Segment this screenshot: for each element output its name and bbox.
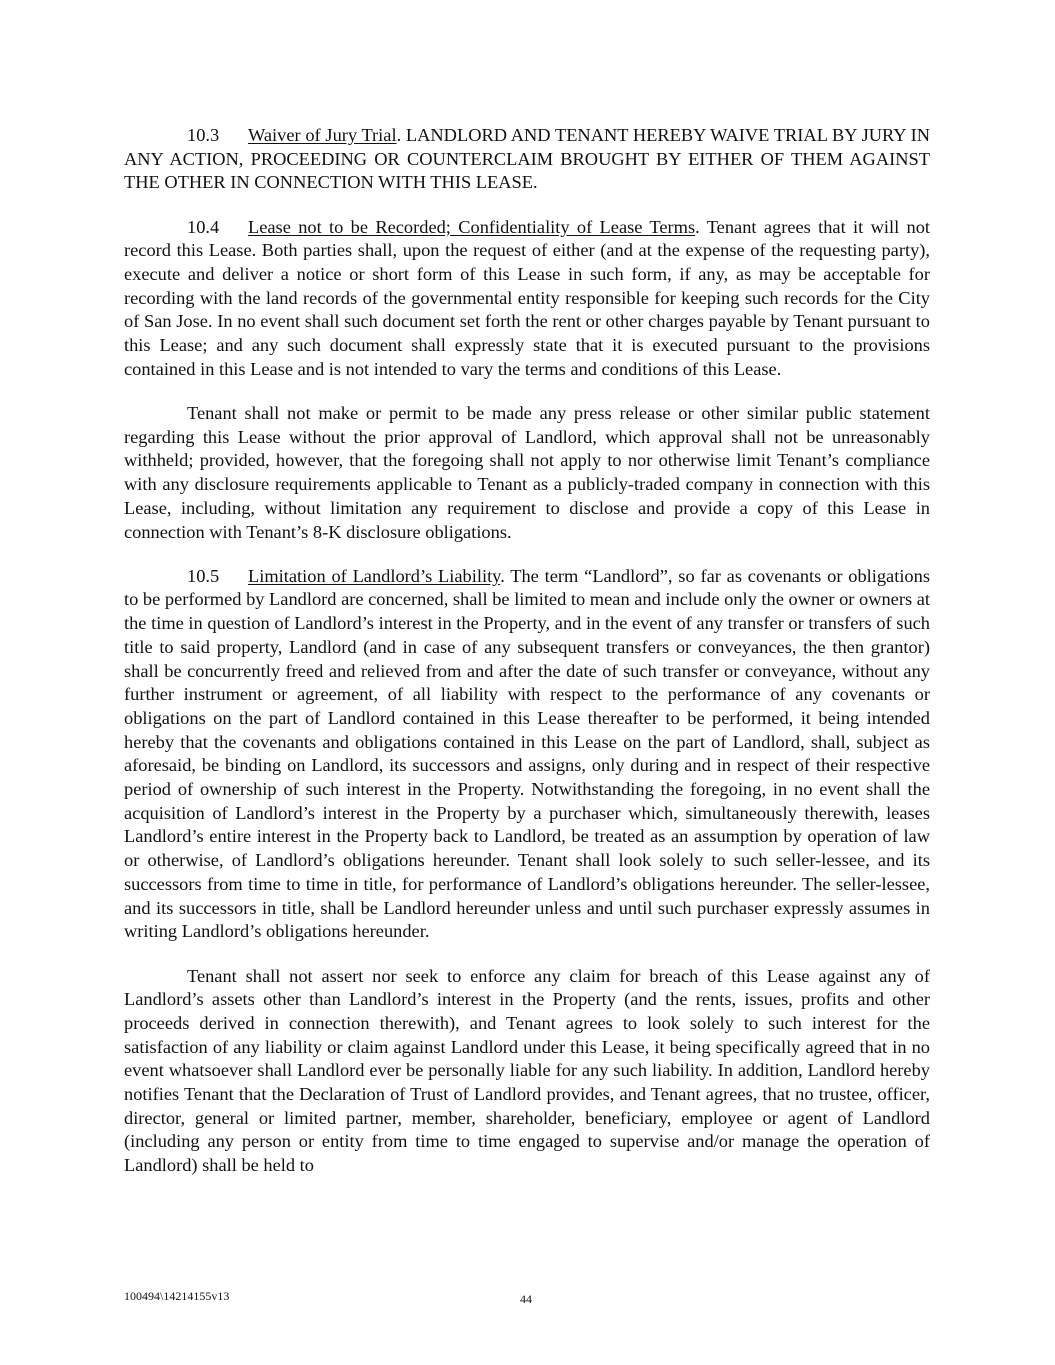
section-number: 10.3 — [187, 125, 220, 145]
section-heading: Limitation of Landlord’s Liability — [248, 565, 501, 586]
section-text: . Tenant agrees that it will not record this Lease. Both parties shall, upon the request of either (and at the expense of the requesting party), execute and deliver a notice or short form of this Lease in such form, if any, as may be acceptable for recording with the land records of the governmental entity responsible for keeping such records for the City of San Jose. In no event shall such document set forth the rent or other charges payable by Tenant pursuant to this Lease; and any such document shall expressly state that it is executed pursuant to the provisions contained in this Lease and is not intended to vary the terms and conditions of this Lease. — [124, 216, 931, 379]
section-number: 10.5 — [187, 565, 220, 586]
section-text: . LANDLORD AND TENANT HEREBY WAIVE TRIAL BY JURY IN ANY ACTION, PROCEEDING OR COUNTERCLAIM BROUGHT BY EITHER OF THEM AGAINST THE OTHER IN CONNECTION WITH THIS LEASE. — [124, 125, 930, 193]
section-10-5-paragraph-2: Tenant shall not assert nor seek to enforce any claim for breach of this Lease against any of Landlord’s assets other than Landlord’s interest in the Property (and the rents, issues, profits and other proceeds derived in connection therewith), and Tenant agrees to look solely to such interest for the satisfaction of any liability or claim against Landlord under this Lease, it being specifically agreed that in no event whatsoever shall Landlord ever be personally liable for any such liability. In addition, Landlord hereby notifies Tenant that the Declaration of Trust of Landlord provides, and Tenant agrees, that no trustee, officer, director, general or limited partner, member, shareholder, beneficiary, employee or agent of Landlord (including any person or entity from time to time engaged to supervise and/or manage the operation of Landlord) shall be held to — [124, 965, 930, 1176]
page-number: 44 — [520, 1292, 532, 1306]
document-id: 100494\14214155v13 — [124, 1289, 230, 1303]
section-10-3-paragraph — [124, 124, 930, 195]
section-10-5-paragraph — [124, 565, 930, 944]
document-body — [124, 124, 930, 1198]
section-text: . The term “Landlord”, so far as covenants or obligations to be performed by Landlord are concerned, shall be limited to mean and include only the owner or owners at the time in question of Landlord’s interest in the Property, and in the event of any transfer or transfers of such title to said property, Landlord (and in case of any subsequent transfers or conveyances, the then grantor) shall be concurrently freed and relieved from and after the date of such transfer or conveyance, without any further instrument or agreement, of all liability with respect to the performance of any covenants or obligations on the part of Landlord contained in this Lease thereafter to be performed, it being intended hereby that the covenants and obligations contained in this Lease on the part of Landlord, shall, subject as aforesaid, be binding on Landlord, its successors and assigns, only during and in respect of their respective period of ownership of such interest in the Property. Notwithstanding the foregoing, in no event shall the acquisition of Landlord’s interest in the Property by a purchaser which, simultaneously therewith, leases Landlord’s entire interest in the Property back to Landlord, be treated as an assumption by operation of law or otherwise, of Landlord’s obligations hereunder. Tenant shall look solely to such seller-lessee, and its successors from time to time in title, for performance of Landlord’s obligations hereunder. The seller-lessee, and its successors in title, shall be Landlord hereunder unless and until such purchaser expressly assumes in writing Landlord’s obligations hereunder. — [124, 565, 930, 942]
section-heading: Waiver of Jury Trial — [248, 125, 397, 145]
section-number: 10.4 — [187, 216, 220, 237]
section-heading: Lease not to be Recorded; Confidentiality of Lease Terms — [248, 216, 696, 237]
section-10-4-paragraph — [124, 216, 930, 382]
section-10-4-paragraph-2: Tenant shall not make or permit to be made any press release or other similar public statement regarding this Lease without the prior approval of Landlord, which approval shall not be unreasonably withheld; provided, however, that the foregoing shall not apply to nor otherwise limit Tenant’s compliance with any disclosure requirements applicable to Tenant as a publicly-traded company in connection with this Lease, including, without limitation any requirement to disclose and provide a copy of this Lease in connection with Tenant’s 8-K disclosure obligations. — [124, 403, 930, 542]
